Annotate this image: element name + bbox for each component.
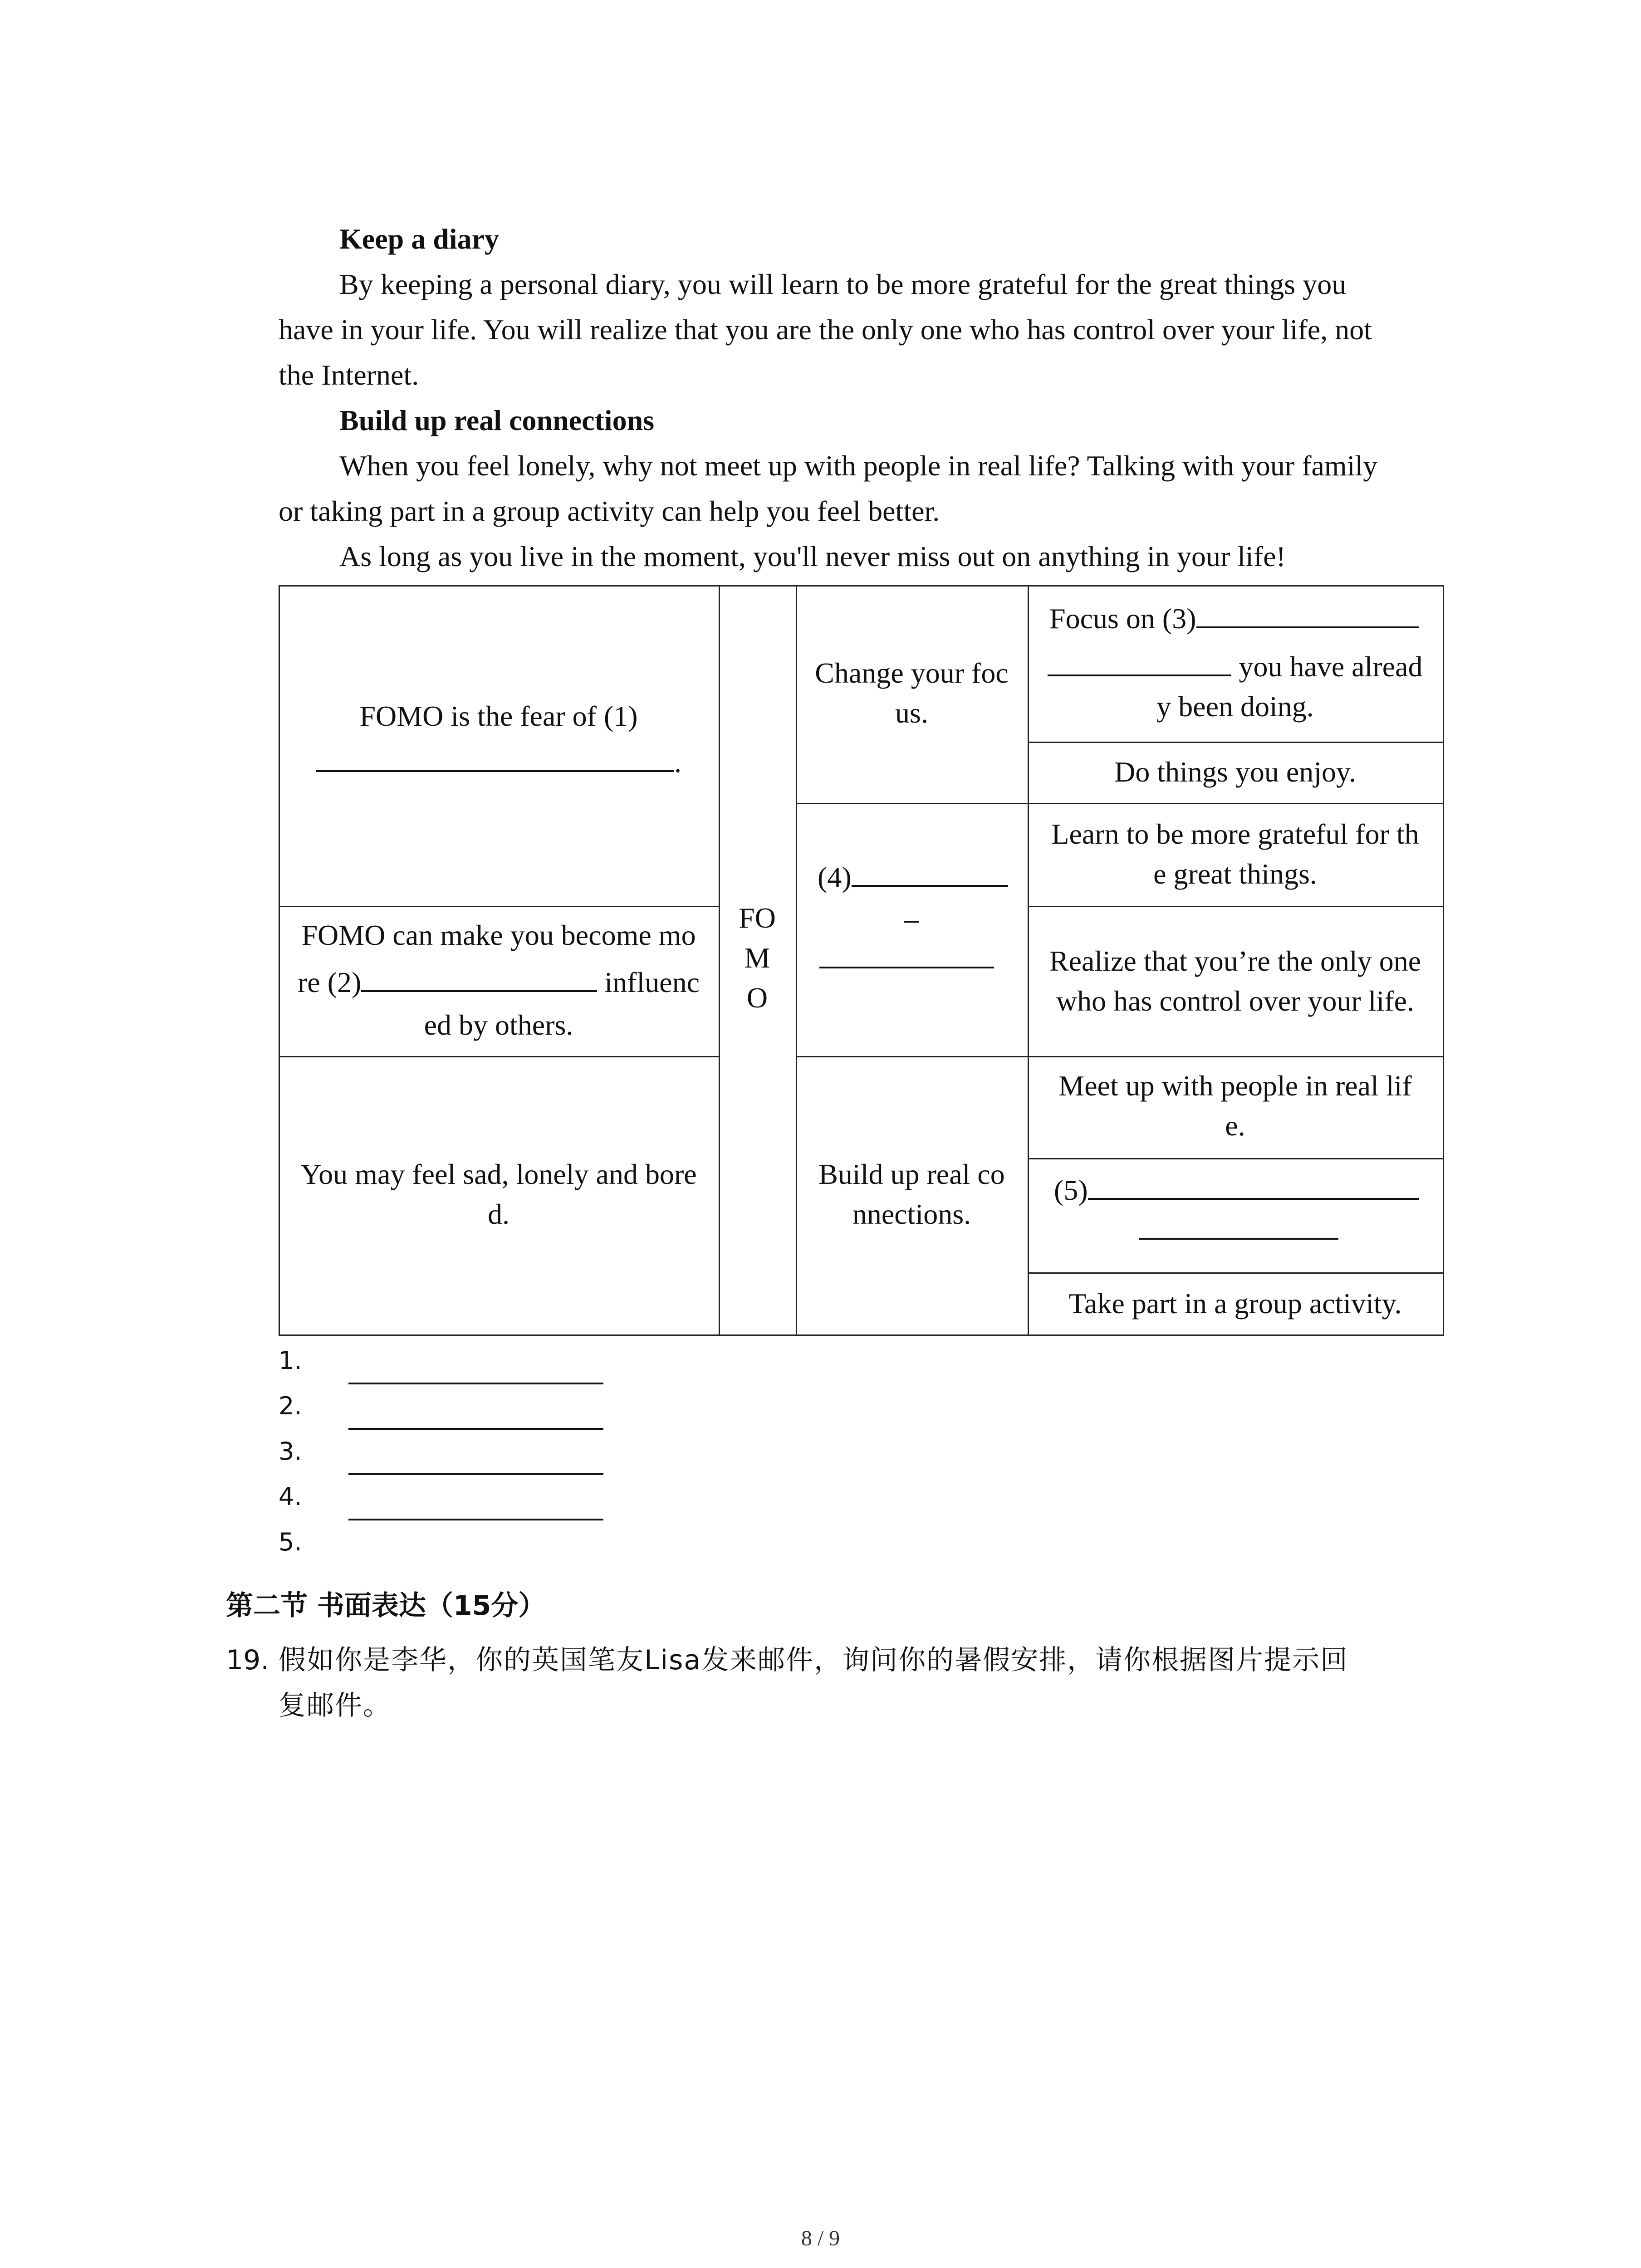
answer-label-1: 1. [279, 1346, 302, 1375]
blank-4-dash: – [904, 903, 919, 935]
focus-on-cell [1028, 599, 1443, 727]
answer-line-4[interactable] [348, 1519, 603, 1520]
closing-line: As long as you live in the moment, you'll never miss out on anything in your life! [339, 540, 1286, 572]
question-text-line: 假如你是李华，你的英国笔友Lisa发来邮件，询问你的暑假安排，请你根据图片提示回 [279, 1644, 1349, 1676]
blank-4-line [819, 965, 994, 968]
diary-heading: Keep a diary [339, 223, 499, 255]
fomo-feelings-cell [279, 1154, 719, 1234]
change-focus-text: us. [895, 697, 928, 729]
fomo-center-text: M [744, 942, 770, 974]
grateful-text: e great things. [1153, 858, 1317, 890]
answer-line-2[interactable] [348, 1428, 603, 1430]
diary-paragraph-line: By keeping a personal diary, you will learn to be more grateful for the great things you [339, 268, 1347, 300]
connections-paragraph-line: or taking part in a group activity can help you feel better. [279, 495, 940, 527]
blank-5-line [1139, 1236, 1338, 1240]
build-connections-text: nnections. [852, 1198, 971, 1230]
fomo-influence-cell [279, 915, 719, 1045]
grateful-text: Learn to be more grateful for th [1051, 818, 1419, 850]
answer-line-1[interactable] [348, 1383, 603, 1384]
blank-4-line [852, 858, 1008, 887]
blank-5-line [1088, 1171, 1419, 1200]
question-number: 19. [226, 1644, 269, 1676]
answer-label-2: 2. [279, 1392, 302, 1420]
group-activity-cell [1028, 1284, 1443, 1324]
group-activity-text: Take part in a group activity. [1068, 1287, 1402, 1320]
build-connections-cell [796, 1154, 1028, 1234]
fomo-table [279, 585, 1444, 1336]
period: . [674, 746, 681, 778]
answer-label-5: 5. [279, 1528, 302, 1556]
part2-heading: 第二节 书面表达（15分） [226, 1590, 546, 1622]
fomo-influence-text: influenc [597, 966, 700, 998]
control-text: Realize that you’re the only one [1049, 945, 1421, 977]
blank-4-cell [796, 857, 1028, 957]
blank-5-cell [1028, 1170, 1443, 1237]
fomo-center-label [719, 898, 796, 1018]
fomo-influence-text: FOMO can make you become mo [301, 919, 696, 951]
fomo-definition-text: FOMO is the fear of (1) [359, 700, 638, 732]
blank-2-line [361, 963, 597, 992]
blank-5-label: (5) [1054, 1174, 1088, 1206]
answer-label-4: 4. [279, 1482, 302, 1511]
answer-label-3: 3. [279, 1437, 302, 1466]
control-text: who has control over your life. [1056, 985, 1415, 1017]
question-text-line: 复邮件。 [279, 1690, 391, 1721]
blank-3-label: Focus on (3) [1049, 602, 1196, 635]
fomo-center-text: O [746, 982, 768, 1014]
diary-paragraph-line: have in your life. You will realize that you are the only one who has control over your life, not [279, 313, 1372, 346]
meet-up-text: e. [1225, 1110, 1245, 1142]
fomo-influence-text: ed by others. [424, 1009, 573, 1041]
page-number: 8 / 9 [801, 2226, 840, 2250]
diary-paragraph-line: the Internet. [279, 359, 419, 391]
change-focus-text: Change your foc [815, 657, 1009, 689]
blank-4-label: (4) [818, 861, 852, 893]
blank-3-line [1196, 599, 1419, 628]
control-cell [1028, 941, 1443, 1021]
fomo-center-text: FO [739, 902, 776, 934]
meet-up-text: Meet up with people in real lif [1058, 1070, 1412, 1102]
change-focus-cell [796, 653, 1028, 733]
do-things-cell [1028, 752, 1443, 792]
blank-2-label: re (2) [297, 966, 362, 998]
focus-on-text: y been doing. [1156, 690, 1314, 723]
blank-1-line [316, 743, 674, 772]
connections-paragraph-line: When you feel lonely, why not meet up with people in real life? Talking with your family [339, 450, 1378, 482]
blank-3-line [1048, 647, 1231, 676]
connections-heading: Build up real connections [339, 404, 655, 436]
build-connections-text: Build up real co [818, 1158, 1005, 1190]
fomo-definition-cell [279, 696, 719, 782]
meet-up-cell [1028, 1066, 1443, 1146]
answer-line-3[interactable] [348, 1473, 603, 1475]
fomo-feelings-text: You may feel sad, lonely and bore [300, 1158, 697, 1190]
fomo-feelings-text: d. [488, 1198, 509, 1230]
focus-on-text: you have alread [1231, 650, 1423, 683]
grateful-cell [1028, 814, 1443, 894]
do-things-text: Do things you enjoy. [1114, 756, 1356, 788]
